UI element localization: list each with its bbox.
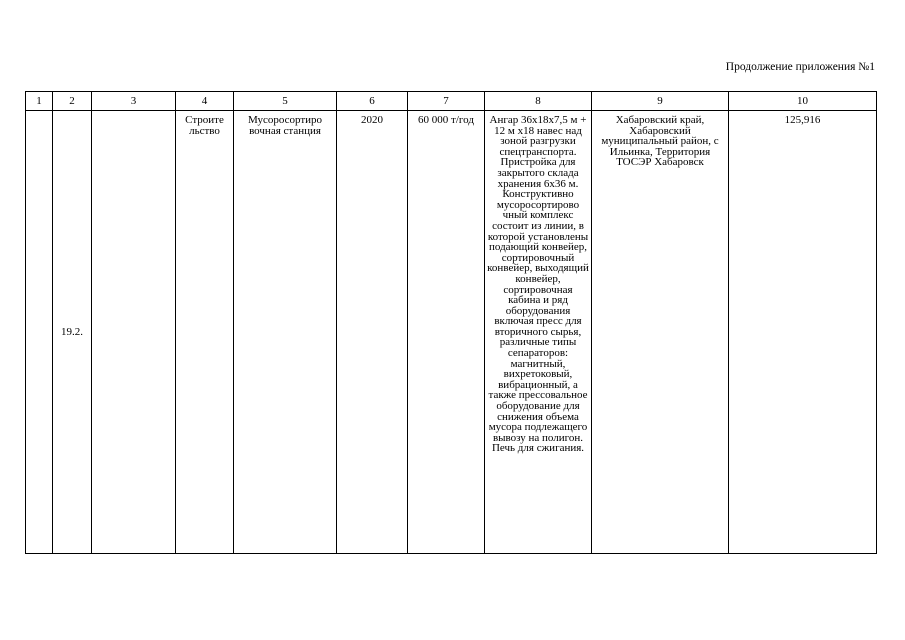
year-cell: 2020 xyxy=(337,111,408,554)
cell-col3 xyxy=(92,111,176,554)
appendix-continuation-caption: Продолжение приложения №1 xyxy=(725,61,875,73)
column-number-8: 8 xyxy=(485,92,592,111)
column-number-4: 4 xyxy=(176,92,234,111)
column-number-row xyxy=(26,92,877,111)
location-cell: Хабаровский край, Хабаровский муниципальный район, с Ильинка, Территория ТОСЭР Хабаровск xyxy=(592,111,729,554)
facility-name-cell: Мусоросортиро вочная станция xyxy=(234,111,337,554)
column-number-3: 3 xyxy=(92,92,176,111)
description-cell: Ангар 36x18x7,5 м + 12 м x18 навес над зоной разгрузки спецтранспорта. Пристройка для закрытого склада хранения 6х36 м. Конструктивно мусоросортирово чный комплекс состоит из линии, в которой установлены подающий конвейер, сортировочный конвейер, выходящий конвейер, сортировочная кабина и ряд оборудования включая пресс для вторичного сырья, различные типы сепараторов: магнитный, вихретоковый, вибрационный, а также прессовальное оборудование для снижения объема мусора подлежащего вывозу на полигон. Печь для сжигания. xyxy=(485,111,592,554)
column-number-10: 10 xyxy=(729,92,877,111)
appendix-table xyxy=(25,91,877,554)
column-number-9: 9 xyxy=(592,92,729,111)
column-number-6: 6 xyxy=(337,92,408,111)
activity-type-cell: Строите льство xyxy=(176,111,234,554)
cell-col1 xyxy=(26,111,53,554)
cost-cell: 125,916 xyxy=(729,111,877,554)
column-number-7: 7 xyxy=(408,92,485,111)
column-number-1: 1 xyxy=(26,92,53,111)
column-number-5: 5 xyxy=(234,92,337,111)
capacity-cell: 60 000 т/год xyxy=(408,111,485,554)
item-number-cell: 19.2. xyxy=(53,111,92,554)
table-row xyxy=(26,111,877,554)
column-number-2: 2 xyxy=(53,92,92,111)
